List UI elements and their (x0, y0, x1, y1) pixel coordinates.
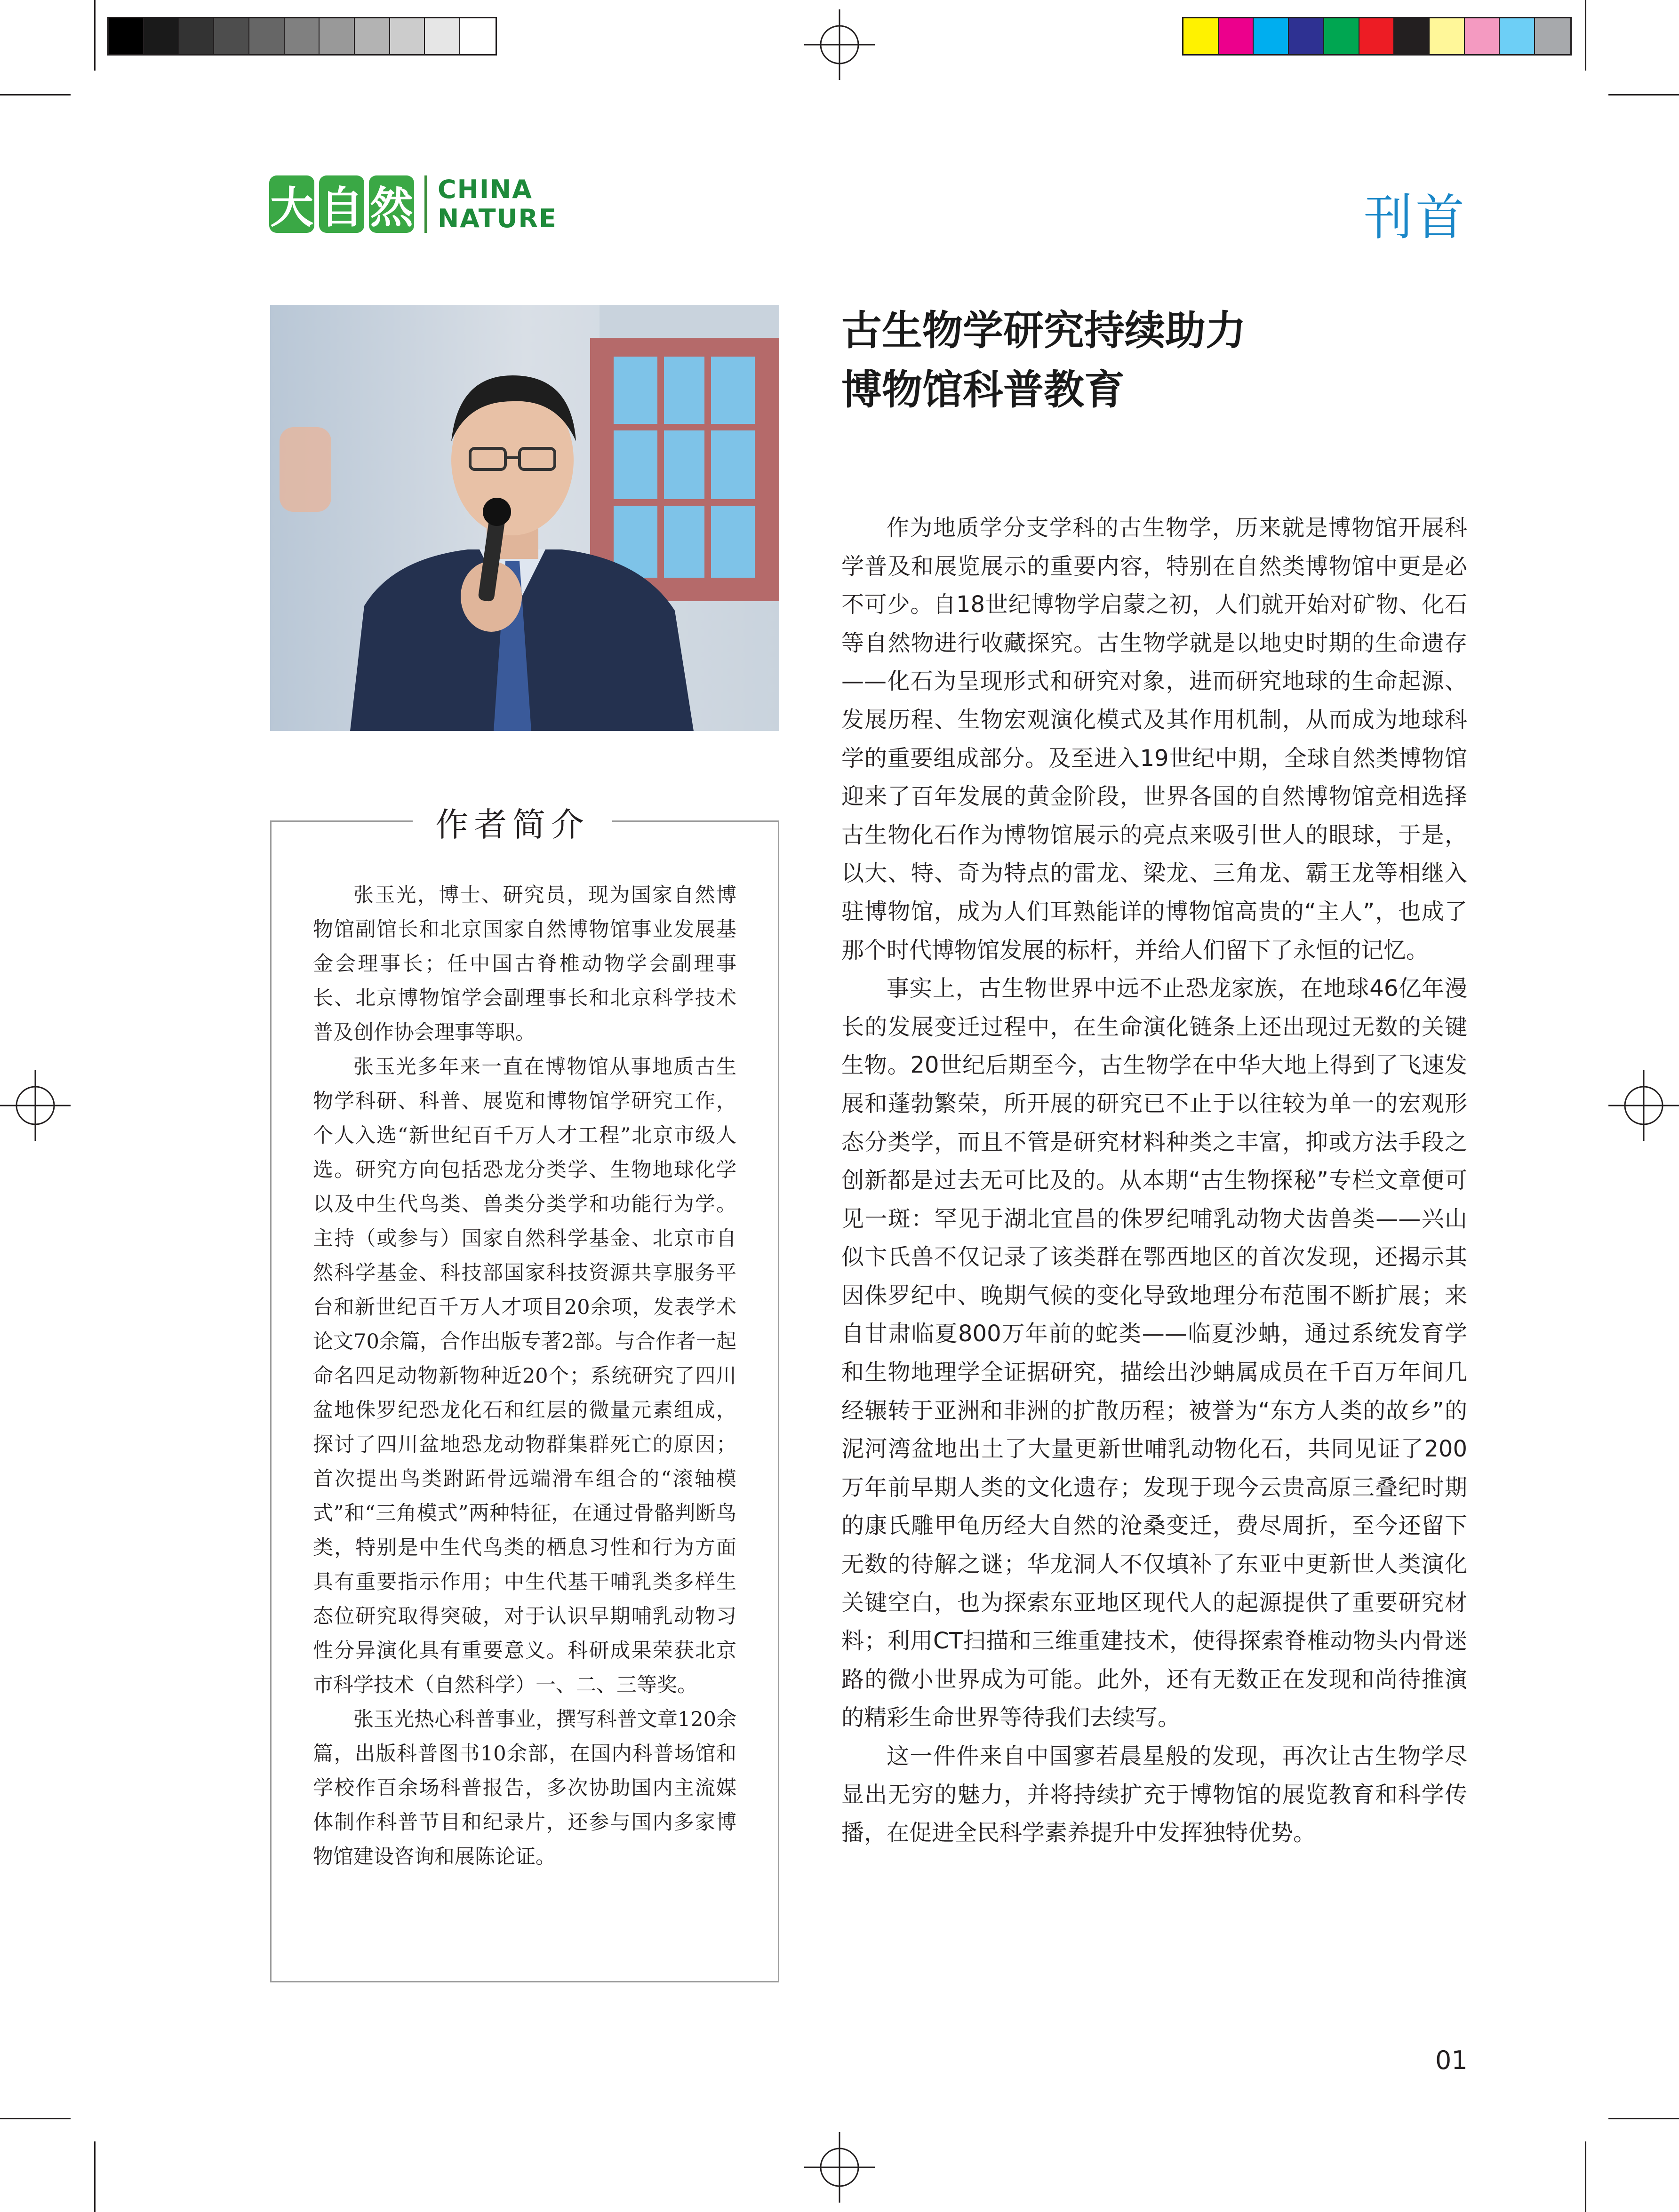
calibration-swatch (1535, 18, 1570, 54)
calibration-swatch (460, 18, 496, 54)
author-bio-paragraph: 张玉光多年来一直在博物馆从事地质古生物学科研、科普、展览和博物馆学研究工作，个人入选“新世纪百千万人才工程”北京市级人选。研究方向包括恐龙分类学、生物地球化学以及中生代鸟类、兽类分类学和功能行为学。主持（或参与）国家自然科学基金、北京市自然科学基金、科技部国家科技资源共享服务平台和新世纪百千万人才项目20余项，发表学术论文70余篇，合作出版专著2部。与合作者一起命名四足动物新物种近20个；系统研究了四川盆地侏罗纪恐龙化石和红层的微量元素组成，探讨了四川盆地恐龙动物群集群死亡的原因；首次提出鸟类跗跖骨远端滑车组合的“滚轴模式”和“三角模式”两种特征，在通过骨骼判断鸟类，特别是中生代鸟类的栖息习性和行为方面具有重要指示作用；中生代基干哺乳类多样生态位研究取得突破，对于认识早期哺乳动物习性分异演化具有重要意义。科研成果荣获北京市科学技术（自然科学）一、二、三等奖。 (313, 1055, 736, 1697)
article-title (841, 301, 1477, 420)
calibration-swatch (1500, 18, 1535, 54)
calibration-swatch (179, 18, 214, 54)
calibration-swatch (285, 18, 320, 54)
logo-char-2: 自 (319, 175, 364, 233)
calibration-swatch (1254, 18, 1289, 54)
calibration-swatch (1183, 18, 1219, 54)
article-paragraph: 事实上，古生物世界中远不止恐龙家族，在地球46亿年漫长的发展变迁过程中，在生命演化链条上还出现过无数的关键生物。20世纪后期至今，古生物学在中华大地上得到了飞速发展和蓬勃繁荣，所开展的研究已不止于以往较为单一的宏观形态分类学，而且不管是研究材料种类之丰富，抑或方法手段之创新都是过去无可比及的。从本期“古生物探秘”专栏文章便可见一斑：罕见于湖北宜昌的侏罗纪哺乳动物犬齿兽类——兴山似卞氏兽不仅记录了该类群在鄂西地区的首次发现，还揭示其因侏罗纪中、晚期气候的变化导致地理分布范围不断扩展；来自甘肃临夏800万年前的蛇类——临夏沙蚺，通过系统发育学和生物地理学全证据研究，描绘出沙蚺属成员在千百万年间几经辗转于亚洲和非洲的扩散历程；被誉为“东方人类的故乡”的泥河湾盆地出土了大量更新世哺乳动物化石，共同见证了200万年前早期人类的文化遗存；发现于现今云贵高原三叠纪时期的康氏雕甲龟历经大自然的沧桑变迁，费尽周折，至今还留下无数的待解之谜；华龙洞人不仅填补了东亚中更新世人类演化关键空白，也为探索东亚地区现代人的起源提供了重要研究材料；利用CT扫描和三维重建技术，使得探索脊椎动物头内骨迷路的微小世界成为可能。此外，还有无数正在发现和尚待推演的精彩生命世界等待我们去续写。 (841, 975, 1467, 1731)
logo-en-nature: NATURE (438, 204, 557, 233)
calibration-swatch (425, 18, 460, 54)
article-paragraph: 这一件件来自中国寥若晨星般的发现，再次让古生物学尽显出无穷的魅力，并将持续扩充于博物馆的展览教育和科学传播，在促进全民科学素养提升中发挥独特优势。 (841, 1743, 1467, 1846)
logo-char-3: 然 (369, 175, 414, 233)
article-body (841, 509, 1467, 1853)
calibration-swatch (1430, 18, 1465, 54)
author-bio-paragraph: 张玉光热心科普事业，撰写科普文章120余篇，出版科普图书10余部，在国内科普场馆和学校作百余场科普报告，多次协助国内主流媒体制作科普节目和纪录片，还参与国内多家博物馆建设咨询和展陈论证。 (313, 1708, 736, 1869)
calibration-swatch (1359, 18, 1395, 54)
calibration-swatch (1394, 18, 1430, 54)
calibration-swatch (1219, 18, 1254, 54)
calibration-swatch (1465, 18, 1500, 54)
author-photo (270, 305, 779, 731)
calibration-swatch (144, 18, 179, 54)
section-title: 刊首 (1363, 189, 1467, 246)
page-number: 01 (1435, 2045, 1468, 2075)
calibration-swatch (320, 18, 355, 54)
logo-divider (424, 175, 427, 233)
color-calibration-strip (1182, 17, 1572, 56)
author-bio-text (313, 878, 736, 1874)
magazine-logo (269, 175, 557, 233)
article-paragraph: 作为地质学分支学科的古生物学，历来就是博物馆开展科学普及和展览展示的重要内容，特别在自然类博物馆中更是必不可少。自18世纪博物学启蒙之初，人们就开始对矿物、化石等自然物进行收藏探究。古生物学就是以地史时期的生命遗存——化石为呈现形式和研究对象，进而研究地球的生命起源、发展历程、生物宏观演化模式及其作用机制，从而成为地球科学的重要组成部分。及至进入19世纪中期，全球自然类博物馆迎来了百年发展的黄金阶段，世界各国的自然博物馆竞相选择古生物化石作为博物馆展示的亮点来吸引世人的眼球，于是，以大、特、奇为特点的雷龙、梁龙、三角龙、霸王龙等相继入驻博物馆，成为人们耳熟能详的博物馆高贵的“主人”，也成了那个时代博物馆发展的标杆，并给人们留下了永恒的记忆。 (841, 515, 1467, 963)
author-bio-paragraph: 张玉光，博士、研究员，现为国家自然博物馆副馆长和北京国家自然博物馆事业发展基金会理事长；任中国古脊椎动物学会副理事长、北京博物馆学会副理事长和北京科学技术普及创作协会理事等职。 (313, 883, 736, 1044)
author-bio-box (270, 805, 779, 1982)
calibration-swatch (109, 18, 144, 54)
calibration-swatch (390, 18, 425, 54)
registration-mark-top (804, 9, 875, 80)
registration-mark-bottom (804, 2132, 875, 2203)
registration-mark-left (0, 1070, 71, 1141)
registration-mark-right (1608, 1070, 1679, 1141)
gray-calibration-strip (107, 17, 497, 56)
logo-char-1: 大 (269, 175, 314, 233)
calibration-swatch (1289, 18, 1324, 54)
article-title-line-2: 博物馆科普教育 (841, 366, 1125, 414)
logo-en-china: CHINA (438, 175, 533, 204)
article-title-line-1: 古生物学研究持续助力 (841, 307, 1246, 354)
calibration-swatch (214, 18, 249, 54)
calibration-swatch (355, 18, 390, 54)
logo-english (438, 175, 557, 233)
calibration-swatch (249, 18, 285, 54)
author-bio-title: 作者简介 (413, 798, 612, 846)
calibration-swatch (1324, 18, 1359, 54)
